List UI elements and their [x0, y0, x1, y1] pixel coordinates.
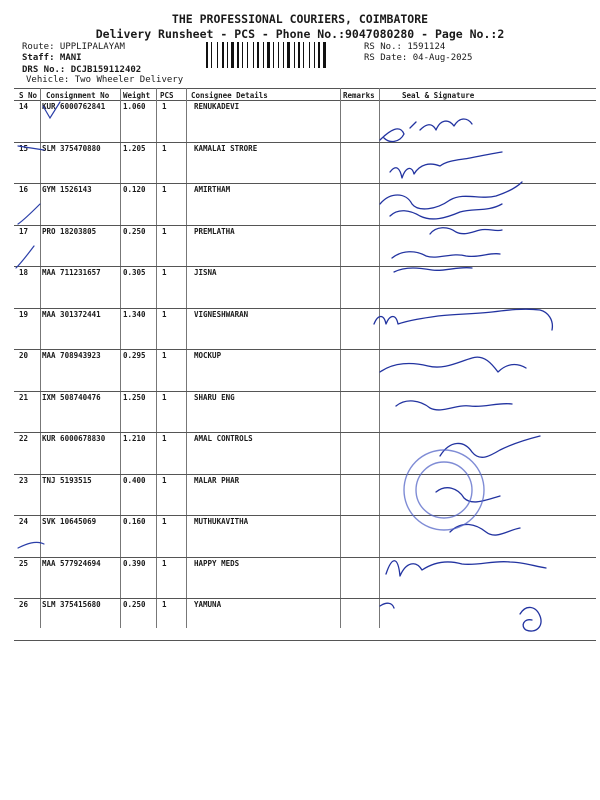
row-weight: 0.305 — [123, 268, 146, 277]
row-weight: 1.210 — [123, 434, 146, 443]
row-divider — [14, 308, 596, 309]
col-divider — [156, 88, 157, 628]
row-weight: 1.250 — [123, 392, 146, 402]
row-divider — [14, 515, 596, 516]
row-sno: 14 — [19, 102, 29, 111]
col-divider — [40, 88, 41, 628]
row-consignment: SLM 375415680 — [42, 600, 101, 609]
row-sno: 19 — [19, 309, 29, 319]
table-top-border — [14, 88, 596, 89]
row-pcs: 1 — [162, 268, 167, 277]
row-weight: 0.295 — [123, 351, 146, 360]
row-consignment: MAA 577924694 — [42, 558, 101, 568]
col-header-consignee: Consignee Details — [191, 91, 268, 100]
row-weight: 0.390 — [123, 558, 146, 568]
row-consignee: RENUKADEVI — [194, 102, 240, 111]
col-divider — [120, 88, 121, 628]
row-consignee: YAMUNA — [194, 600, 222, 609]
row-pcs: 1 — [162, 185, 167, 194]
row-pcs: 1 — [162, 309, 167, 319]
row-divider — [14, 349, 596, 350]
runsheet-subtitle: Delivery Runsheet - PCS - Phone No.:9047080280 - Page No.:2 — [95, 27, 505, 41]
row-consignment: MAA 301372441 — [42, 309, 101, 319]
row-sno: 18 — [19, 268, 29, 277]
row-consignee: MOCKUP — [194, 351, 222, 360]
row-pcs: 1 — [162, 102, 167, 111]
row-consignment: GYM 1526143 — [42, 185, 92, 194]
row-sno: 23 — [19, 475, 29, 485]
row-consignee: AMAL CONTROLS — [194, 434, 253, 443]
row-divider — [14, 225, 596, 226]
row-consignment: MAA 711231657 — [42, 268, 101, 277]
row-sno: 24 — [19, 517, 29, 526]
row-weight: 1.205 — [123, 143, 146, 153]
row-divider — [14, 598, 596, 599]
row-consignment: IXM 508740476 — [42, 392, 101, 402]
drs-number: DRS No.: DCJB159112402 — [22, 65, 142, 75]
vehicle-label: Vehicle: Two Wheeler Delivery — [26, 75, 184, 85]
rs-date: RS Date: 04-Aug-2025 — [364, 53, 473, 63]
row-consignment: KUR 6000762841 — [42, 102, 106, 111]
row-consignee: SHARU ENG — [194, 392, 235, 402]
row-consignment: SVK 10645069 — [42, 517, 97, 526]
col-header-pcs: PCS — [160, 91, 174, 100]
row-consignee: JISNA — [194, 268, 217, 277]
row-sno: 25 — [19, 558, 29, 568]
row-divider — [14, 266, 596, 267]
row-divider — [14, 432, 596, 433]
row-weight: 1.340 — [123, 309, 146, 319]
route-label: Route: UPPLIPALAYAM — [22, 42, 125, 52]
row-consignment: TNJ 5193515 — [42, 475, 92, 485]
col-header-consignment: Consignment No — [46, 91, 110, 100]
row-consignee: MUTHUKAVITHA — [194, 517, 249, 526]
row-consignment: KUR 6000678830 — [42, 434, 106, 443]
row-weight: 0.400 — [123, 475, 146, 485]
row-consignment: MAA 708943923 — [42, 351, 101, 360]
row-consignee: HAPPY MEDS — [194, 558, 240, 568]
row-sno: 15 — [19, 143, 29, 153]
row-pcs: 1 — [162, 517, 167, 526]
row-consignee: PREMLATHA — [194, 226, 235, 236]
row-divider — [14, 557, 596, 558]
row-sno: 20 — [19, 351, 29, 360]
table-header-border — [14, 100, 596, 101]
row-pcs: 1 — [162, 558, 167, 568]
row-consignee: VIGNESHWARAN — [194, 309, 249, 319]
row-weight: 0.250 — [123, 600, 146, 609]
col-divider — [340, 88, 341, 628]
row-sno: 21 — [19, 392, 29, 402]
col-header-seal: Seal & Signature — [402, 91, 475, 100]
row-sno: 16 — [19, 185, 29, 194]
row-divider — [14, 391, 596, 392]
row-pcs: 1 — [162, 392, 167, 402]
row-weight: 1.060 — [123, 102, 146, 111]
row-pcs: 1 — [162, 475, 167, 485]
row-weight: 0.160 — [123, 517, 146, 526]
col-header-remarks: Remarks — [343, 91, 375, 100]
col-header-sno: S No — [19, 91, 38, 100]
row-consignment: SLM 375470880 — [42, 143, 101, 153]
row-sno: 22 — [19, 434, 29, 443]
row-sno: 17 — [19, 226, 29, 236]
row-divider — [14, 142, 596, 143]
row-pcs: 1 — [162, 351, 167, 360]
row-consignment: PRO 18203805 — [42, 226, 97, 236]
row-consignee: AMIRTHAM — [194, 185, 231, 194]
staff-label: Staff: MANI — [22, 53, 82, 63]
row-weight: 0.250 — [123, 226, 146, 236]
row-weight: 0.120 — [123, 185, 146, 194]
row-pcs: 1 — [162, 600, 167, 609]
row-divider — [14, 640, 596, 641]
row-divider — [14, 474, 596, 475]
row-consignee: MALAR PHAR — [194, 475, 240, 485]
rs-number: RS No.: 1591124 — [364, 42, 446, 52]
row-pcs: 1 — [162, 434, 167, 443]
company-title: THE PROFESSIONAL COURIERS, COIMBATORE — [171, 12, 429, 26]
row-sno: 26 — [19, 600, 29, 609]
row-divider — [14, 183, 596, 184]
barcode-icon — [206, 42, 354, 68]
col-header-weight: Weight — [123, 91, 151, 100]
row-pcs: 1 — [162, 143, 167, 153]
col-divider — [186, 88, 187, 628]
row-consignee: KAMALAI STRORE — [194, 143, 258, 153]
col-divider — [379, 88, 380, 628]
handwritten-tick-marks — [8, 100, 68, 580]
row-pcs: 1 — [162, 226, 167, 236]
